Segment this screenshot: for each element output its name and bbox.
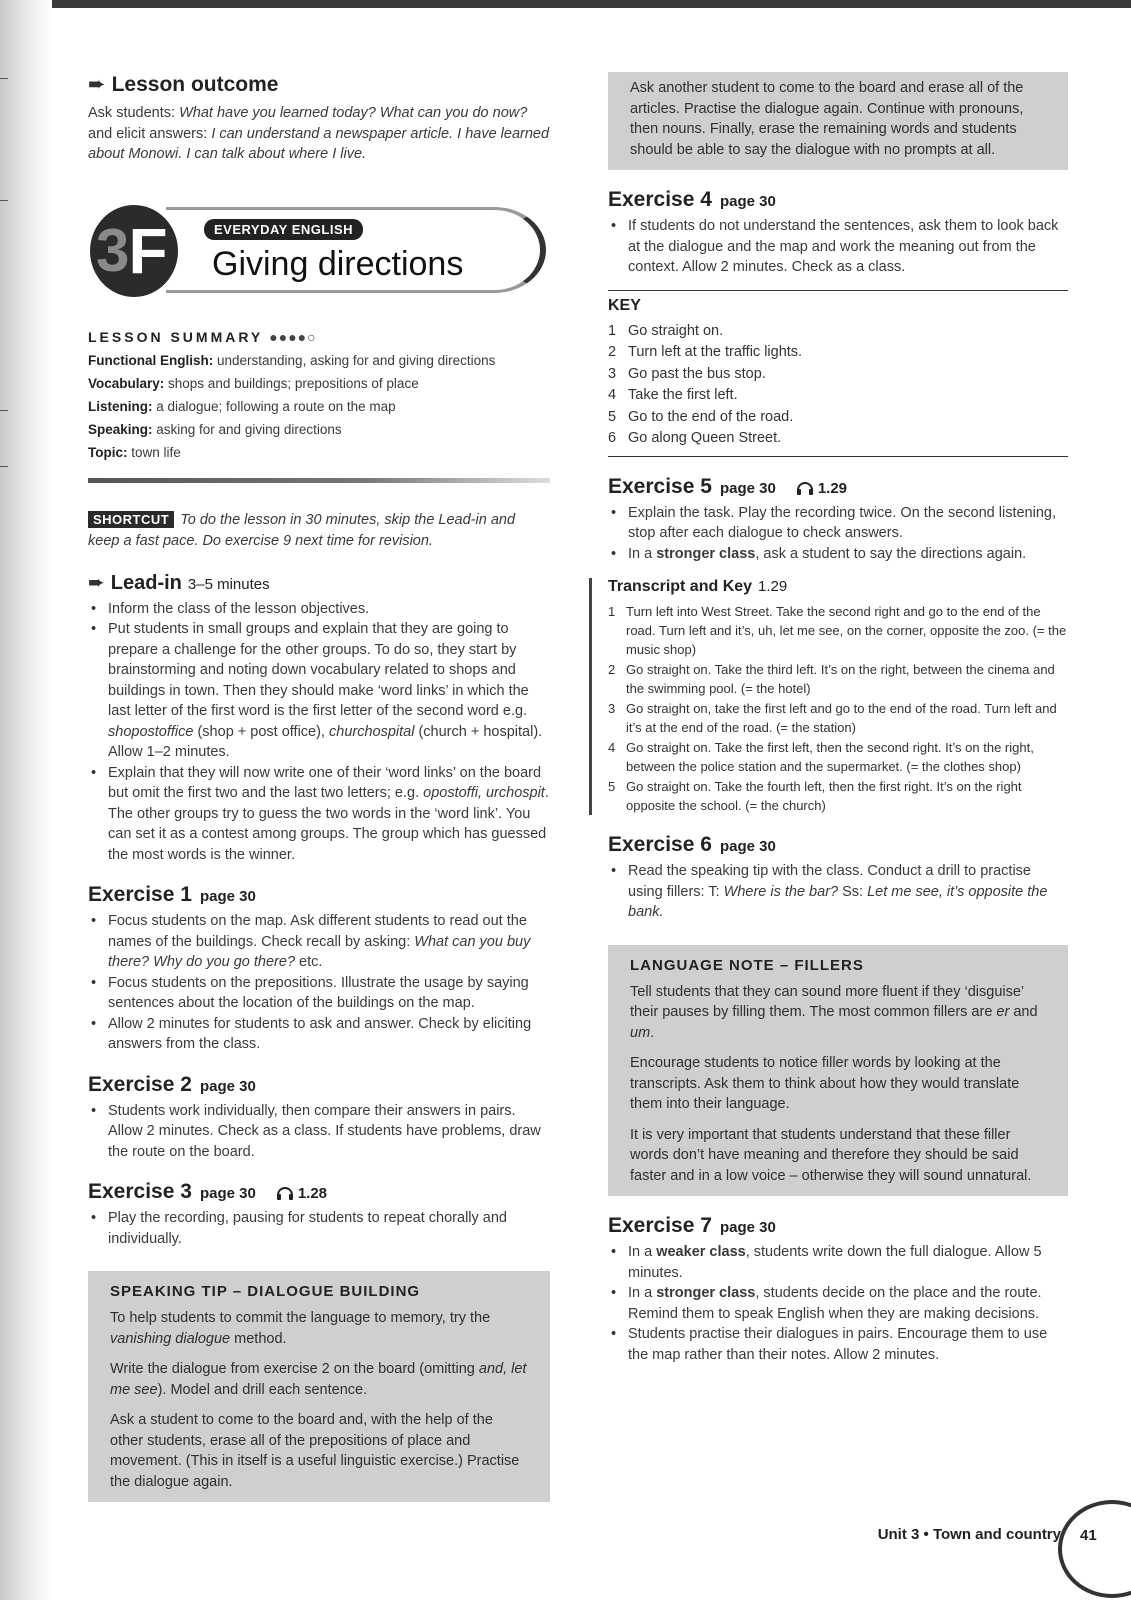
list-item: • If students do not understand the sentences, ask them to look back at the dialogue and the map and work the meaning out from the context. Allow 2 minutes. Check as a class. (608, 216, 1068, 278)
exercise-1-heading: Exercise 1 page 30 (88, 883, 256, 906)
tip-paragraph: Ask a student to come to the board and, with the help of the other students, erase all of the prepositions of place and movement. (This in itself is a useful linguistic exercise.) Practise the dialogue again. (110, 1412, 520, 1490)
lesson-summary (88, 329, 550, 464)
list-item: • Put students in small groups and explain that they are going to prepare a challenge for the other groups. To do so, they start by brainstorming and noting down vocabulary related to shops and buildings in town. Then they should make ‘word links’ in which the last letter of the first word is the first letter of the second word e.g. shopostoffice (shop + post office), churchospital (church + hospital). Allow 1–2 minutes. (88, 619, 550, 763)
key-item: 1 Go straight on. (608, 322, 724, 339)
page-number: 41 (1080, 1527, 1097, 1544)
arrow-icon: ➨ (88, 73, 106, 96)
lesson-outcome-section (88, 72, 550, 165)
transcript-section (589, 578, 1068, 815)
exercise-5-section (608, 475, 1068, 565)
leadin-heading: ➨ Lead-in 3–5 minutes (88, 571, 270, 594)
page-number-circle (1058, 1500, 1131, 1598)
margin-tick (0, 78, 8, 79)
summary-line: Listening: a dialogue; following a route on the map (88, 398, 396, 414)
summary-line: Topic: town life (88, 444, 181, 460)
leadin-section (88, 570, 550, 866)
transcript-item: 1 Turn left into West Street. Take the second right and go to the end of the road. Turn left and it’s, uh, let me see, on the corner, opposite the zoo. (= the music shop) (608, 604, 1067, 657)
lesson-outcome-heading: ➨ Lesson outcome (88, 73, 279, 96)
list-item: • Focus students on the map. Ask different students to read out the names of the buildings. Check recall by asking: What can you buy there? Why do you go there? etc. (88, 911, 550, 973)
transcript-item: 4 Go straight on. Take the first left, then the second right. It’s on the right, between the police station and the supermarket. (= the clothes shop) (608, 740, 1034, 774)
exercise-5-heading: Exercise 5 page 30 1.29 (608, 474, 848, 498)
note-paragraph: It is very important that students understand that these filler words don’t have meaning and therefore they should be said faster and in a low voice – otherwise they will sound unnatural. (630, 1126, 1032, 1184)
list-item: • Read the speaking tip with the class. Conduct a drill to practise using fillers: T: Where is the bar? Ss: Let me see, it’s opposite the bank. (608, 861, 1068, 923)
key-heading: KEY (608, 296, 641, 314)
transcript-heading: Transcript and Key 1.29 (608, 578, 788, 595)
lesson-banner (88, 201, 550, 317)
language-note-heading: LANGUAGE NOTE – FILLERS (630, 956, 864, 974)
top-edge-bar (0, 0, 1131, 8)
tip-paragraph: Ask another student to come to the board and erase all of the articles. Practise the dialogue again. Continue with pronouns, then nouns. Finally, erase the remaining words and students should be able to say the dialogue with no prompts at all. (630, 80, 1024, 158)
key-item: 4 Take the first left. (608, 387, 738, 403)
shortcut-note: SHORTCUT To do the lesson in 30 minutes, skip the Lead-in and keep a fast pace. Do exercise 9 next time for revision. (88, 511, 516, 549)
headphones-icon (796, 480, 814, 496)
list-item: • Inform the class of the lesson objectives. (88, 599, 550, 620)
list-item: • In a weaker class, students write down the full dialogue. Allow 5 minutes. (608, 1242, 1068, 1283)
exercise-6-heading: Exercise 6 page 30 (608, 833, 776, 856)
exercise-2-heading: Exercise 2 page 30 (88, 1072, 256, 1096)
transcript-item: 5 Go straight on. Take the fourth left, then the first right. It’s on the right opposite the school. (= the church) (608, 779, 1022, 813)
margin-tick (0, 410, 8, 411)
summary-heading: LESSON SUMMARY ●●●●○ (88, 328, 317, 345)
list-item: • Focus students on the prepositions. Illustrate the usage by saying sentences about the location of the buildings on the map. (88, 973, 550, 1014)
list-item: • In a stronger class, ask a student to say the directions again. (608, 544, 1068, 565)
running-footer: Unit 3 • Town and country (877, 1526, 1061, 1543)
key-item: 6 Go along Queen Street. (608, 430, 782, 446)
tip-paragraph: To help students to commit the language to memory, try the vanishing dialogue method. (110, 1310, 491, 1347)
language-note-box (608, 945, 1068, 1197)
lesson-outcome-text: Ask students: What have you learned today? What can you do now? and elicit answers: I can understand a newspaper article. I have learned about Monowi. I can talk about where I live. (88, 105, 550, 162)
list-item: • Allow 2 minutes for students to ask and answer. Check by eliciting answers from the class. (88, 1014, 550, 1055)
answer-key-box (608, 290, 1068, 457)
exercise-2-section (88, 1073, 550, 1163)
list-item: • Students work individually, then compare their answers in pairs. Allow 2 minutes. Check as a class. If students have problems, draw the route on the board. (88, 1101, 550, 1163)
lesson-title: Giving directions (212, 244, 464, 283)
left-column (88, 72, 550, 1502)
speaking-tip-continued-box (608, 72, 1068, 170)
transcript-item: 3 Go straight on, take the first left and go to the end of the road. Turn left and it’s at the end of the road. (= the station) (608, 701, 1057, 735)
transcript-item: 2 Go straight on. Take the third left. It’s on the right, between the cinema and the swimming pool. (= the hotel) (608, 662, 1055, 696)
right-column (608, 72, 1068, 1365)
key-item: 3 Go past the bus stop. (608, 365, 766, 382)
list-item: • In a stronger class, students decide on the place and the route. Remind them to speak English when they are making decisions. (608, 1283, 1068, 1324)
exercise-1-section (88, 883, 550, 1055)
summary-line: Speaking: asking for and giving directions (88, 421, 342, 437)
key-item: 2 Turn left at the traffic lights. (608, 344, 803, 360)
note-paragraph: Encourage students to notice filler words by looking at the transcripts. Ask them to think about how they would translate them into their language. (630, 1055, 1020, 1112)
section-divider (88, 478, 550, 483)
audio-track: 1.28 (276, 1185, 327, 1202)
exercise-3-heading: Exercise 3 page 30 1.28 (88, 1180, 328, 1203)
exercise-6-section (608, 833, 1068, 923)
summary-line: Vocabulary: shops and buildings; prepositions of place (88, 375, 419, 391)
arrow-icon: ➨ (88, 571, 105, 594)
exercise-7-section (608, 1214, 1068, 1365)
tip-paragraph: Write the dialogue from exercise 2 on the board (omitting and, let me see). Model and drill each sentence. (110, 1361, 527, 1398)
speaking-tip-box (88, 1271, 550, 1502)
margin-tick (0, 466, 8, 467)
difficulty-dots: ●●●●○ (269, 328, 317, 345)
shortcut-badge: SHORTCUT (88, 511, 174, 528)
speaking-tip-heading: SPEAKING TIP – DIALOGUE BUILDING (110, 1283, 421, 1300)
lesson-letter: F (128, 214, 168, 287)
margin-tick (0, 200, 8, 201)
exercise-7-heading: Exercise 7 page 30 (608, 1214, 776, 1237)
list-item: • Play the recording, pausing for students to repeat chorally and individually. (88, 1208, 550, 1249)
exercise-3-section (88, 1180, 550, 1249)
audio-track: 1.29 (796, 480, 847, 497)
book-spine-shadow (0, 0, 52, 1600)
exercise-4-section (608, 188, 1068, 278)
list-item: • Explain the task. Play the recording twice. On the second listening, stop after each dialogue to check answers. (608, 503, 1068, 544)
lesson-number: 3 (96, 216, 130, 284)
key-item: 5 Go to the end of the road. (608, 408, 794, 425)
lesson-badge (90, 205, 178, 297)
list-item: • Students practise their dialogues in pairs. Encourage them to use the map rather than their notes. Allow 2 minutes. (608, 1324, 1068, 1365)
exercise-4-heading: Exercise 4 page 30 (608, 188, 776, 211)
headphones-icon (276, 1185, 294, 1201)
summary-line: Functional English: understanding, asking for and giving directions (88, 352, 496, 368)
note-paragraph: Tell students that they can sound more fluent if they ‘disguise’ their pauses by filling them. The most common fillers are er and um. (630, 983, 1038, 1041)
everyday-english-tag: EVERYDAY ENGLISH (204, 219, 363, 240)
list-item: • Explain that they will now write one of their ‘word links’ on the board but omit the first two and the last two letters; e.g. opostoffi, urchospit. The other groups try to guess the two words in the ‘word link’. You can set it as a contest among groups. The group which has guessed the most words is the winner. (88, 763, 550, 866)
